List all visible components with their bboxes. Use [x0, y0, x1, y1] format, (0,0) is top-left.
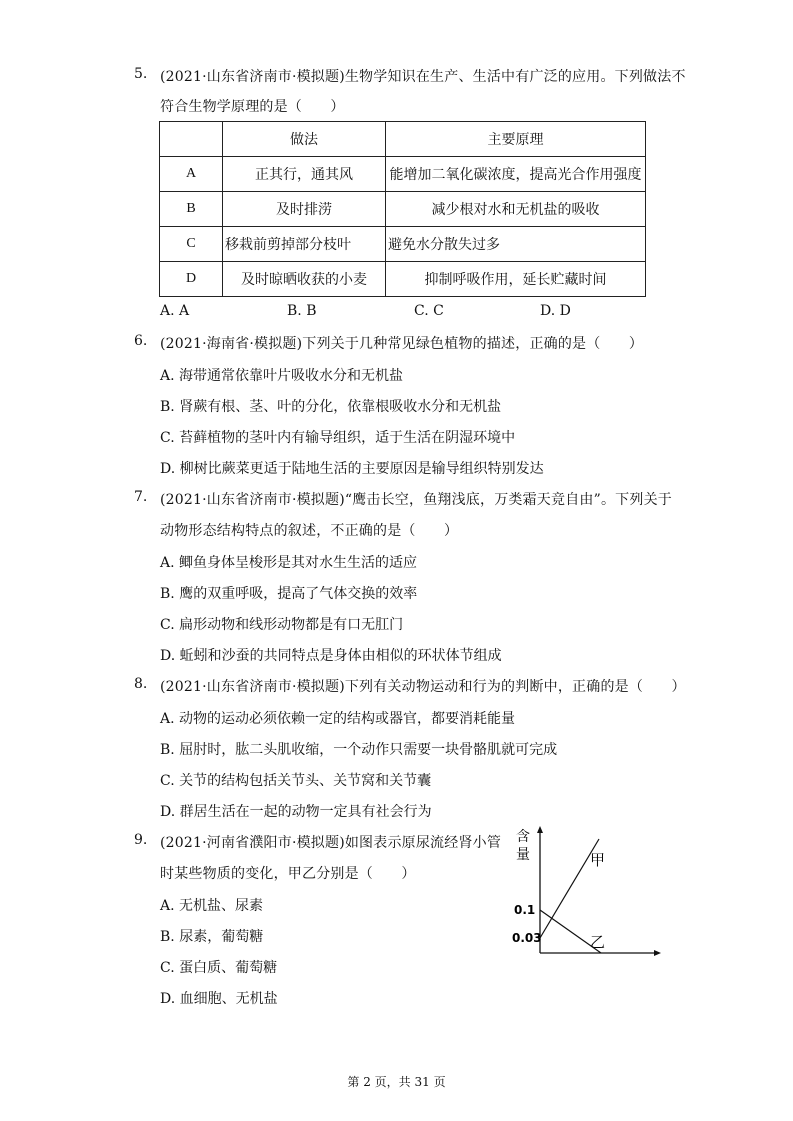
option-d: D. 蚯蚓和沙蚕的共同特点是身体由相似的环状体节组成 — [160, 648, 502, 664]
table-cell: C — [160, 227, 223, 262]
table-cell: 避免水分散失过多 — [386, 227, 646, 262]
table-cell: A — [160, 157, 223, 192]
question-number: 8. — [134, 676, 148, 692]
y-axis-label-char: 量 — [516, 847, 530, 863]
question-stem: 时某些物质的变化，甲乙分别是（ ） — [160, 866, 416, 882]
question-stem: (2021·山东省济南市·模拟题)下列有关动物运动和行为的判断中，正确的是（ ） — [160, 679, 686, 695]
option-c: C. 蛋白质、葡萄糖 — [160, 960, 278, 976]
option-b: B. 肾蕨有根、茎、叶的分化，依靠根吸收水分和无机盐 — [160, 399, 502, 415]
table-row — [160, 227, 646, 262]
option-c: C. C — [414, 303, 444, 319]
option-c: C. 关节的结构包括关节头、关节窝和关节囊 — [160, 773, 432, 789]
y-tick-label: 0.1 — [514, 903, 536, 917]
table-row — [160, 157, 646, 192]
table-cell: D — [160, 262, 223, 297]
question-stem: (2021·海南省·模拟题)下列关于几种常见绿色植物的描述，正确的是（ ） — [160, 336, 644, 352]
table-header-cell: 做法 — [223, 122, 386, 157]
table-cell: 减少根对水和无机盐的吸收 — [386, 192, 646, 227]
option-d: D. 血细胞、无机盐 — [160, 991, 278, 1007]
series-label-jia: 甲 — [590, 851, 606, 869]
line-chart — [508, 823, 668, 963]
table-cell: 抑制呼吸作用，延长贮藏时间 — [386, 262, 646, 297]
option-a: A. 海带通常依靠叶片吸收水分和无机盐 — [160, 368, 404, 384]
answer-table — [159, 121, 646, 297]
option-b: B. 屈肘时，肱二头肌收缩，一个动作只需要一块骨骼肌就可完成 — [160, 742, 558, 758]
table-header-cell: 主要原理 — [386, 122, 646, 157]
table-cell: 及时排涝 — [223, 192, 386, 227]
option-b: B. 尿素，葡萄糖 — [160, 929, 264, 945]
option-a: A. 动物的运动必须依赖一定的结构或器官，都要消耗能量 — [160, 711, 516, 727]
y-axis-label-char: 含 — [516, 829, 530, 845]
series-label-yi: 乙 — [590, 933, 606, 951]
y-axis-arrow — [537, 826, 543, 833]
table-row — [160, 192, 646, 227]
table-cell: 正其行，通其风 — [223, 157, 386, 192]
option-a: A. 无机盐、尿素 — [160, 898, 264, 914]
y-tick-label: 0.03 — [512, 931, 542, 945]
table-row — [160, 262, 646, 297]
question-stem: 符合生物学原理的是（ ） — [160, 99, 345, 115]
question-number: 9. — [134, 832, 148, 848]
table-header-cell — [160, 122, 223, 157]
option-d: D. 群居生活在一起的动物一定具有社会行为 — [160, 804, 432, 820]
question-number: 5. — [134, 66, 148, 82]
table-cell: 能增加二氧化碳浓度，提高光合作用强度 — [386, 157, 646, 192]
question-stem: (2021·山东省济南市·模拟题)“鹰击长空，鱼翔浅底，万类霜天竞自由”。下列关于 — [160, 492, 672, 508]
table-cell: B — [160, 192, 223, 227]
page-footer: 第 2 页，共 31 页 — [347, 1075, 446, 1089]
option-a: A. A — [160, 303, 190, 319]
option-d: D. 柳树比蕨菜更适于陆地生活的主要原因是输导组织特别发达 — [160, 461, 544, 477]
option-d: D. D — [540, 303, 571, 319]
table-cell: 及时晾晒收获的小麦 — [223, 262, 386, 297]
question-number: 7. — [134, 489, 148, 505]
question-stem: (2021·山东省济南市·模拟题)生物学知识在生产、生活中有广泛的应用。下列做法不 — [160, 69, 686, 85]
table-cell: 移栽前剪掉部分枝叶 — [223, 227, 386, 262]
question-stem: 动物形态结构特点的叙述，不正确的是（ ） — [160, 523, 459, 539]
option-a: A. 鲫鱼身体呈梭形是其对水生生活的适应 — [160, 555, 418, 571]
table-header-row — [160, 122, 646, 157]
question-number: 6. — [134, 333, 148, 349]
x-axis-arrow — [654, 950, 661, 956]
question-stem: (2021·河南省濮阳市·模拟题)如图表示原尿流经肾小管 — [160, 835, 502, 851]
option-c: C. 扁形动物和线形动物都是有口无肛门 — [160, 617, 404, 633]
option-b: B. B — [287, 303, 317, 319]
option-b: B. 鹰的双重呼吸，提高了气体交换的效率 — [160, 586, 418, 602]
option-c: C. 苔藓植物的茎叶内有输导组织，适于生活在阴湿环境中 — [160, 430, 516, 446]
